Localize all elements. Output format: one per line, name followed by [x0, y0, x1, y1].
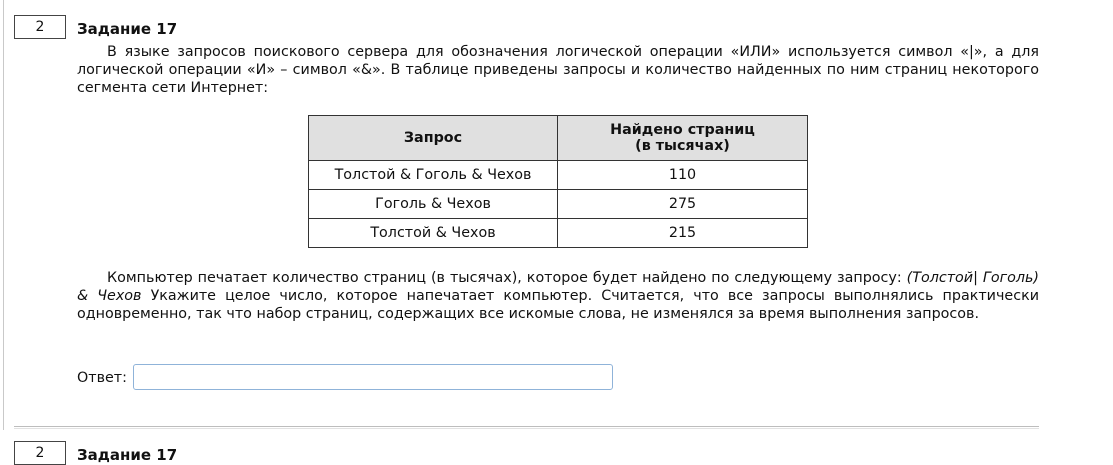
question-query: (Толстой| Гоголь) & Чехов	[77, 270, 1039, 304]
task-question	[77, 269, 1039, 323]
left-border-line	[3, 0, 4, 430]
query-cell: Гоголь & Чехов	[309, 190, 558, 219]
task-intro-text: В языке запросов поискового сервера для обозначения логической операции «ИЛИ» используется символ «|», а для логической операции «И» – символ «&». В таблице приведены запросы и количество найденных по ним страниц некоторого сегмента сети Интернет:	[77, 44, 1039, 96]
column-header-pages-line2: (в тысячах)	[635, 138, 730, 154]
question-text-after: Укажите целое число, которое напечатает компьютер. Считается, что все запросы выполнялись практически одновременно, так что набор страниц, содержащих все искомые слова, не изменялся за время выполнения запросов.	[77, 288, 1039, 322]
column-header-query: Запрос	[309, 116, 558, 161]
table-row	[309, 219, 808, 248]
task-title: Задание 17	[77, 20, 178, 38]
answer-label: Ответ:	[77, 370, 127, 386]
table-row	[309, 161, 808, 190]
pages-cell: 215	[558, 219, 808, 248]
pages-cell: 110	[558, 161, 808, 190]
query-cell: Толстой & Чехов	[309, 219, 558, 248]
table-header-row	[309, 116, 808, 161]
task-intro	[77, 43, 1039, 97]
next-task-title: Задание 17	[77, 446, 178, 464]
answer-input[interactable]	[133, 364, 613, 390]
column-header-pages	[558, 116, 808, 161]
query-cell: Толстой & Гоголь & Чехов	[309, 161, 558, 190]
task-number-box: 2	[14, 15, 66, 39]
table-row	[309, 190, 808, 219]
next-task-number-box: 2	[14, 441, 66, 465]
question-text-before: Компьютер печатает количество страниц (в тысячах), которое будет найдено по следующему запросу:	[107, 270, 907, 286]
pages-cell: 275	[558, 190, 808, 219]
query-results-table	[308, 115, 808, 248]
column-header-pages-line1: Найдено страниц	[610, 122, 755, 138]
task-separator	[14, 426, 1039, 429]
